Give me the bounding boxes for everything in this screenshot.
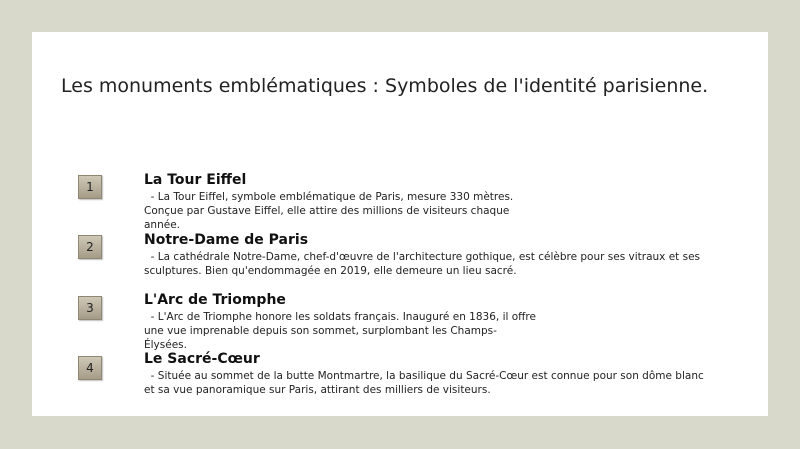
item-description [144, 250, 700, 278]
item-description [144, 190, 513, 232]
item-heading: La Tour Eiffel [144, 172, 247, 188]
number-badge: 3 [78, 296, 102, 320]
description-line: - L'Arc de Triomphe honore les soldats français. Inauguré en 1836, il offre [144, 311, 536, 323]
description-line: - Située au sommet de la butte Montmartre, la basilique du Sacré-Cœur est connue pour son dôme blanc [144, 370, 704, 382]
description-line: Conçue par Gustave Eiffel, elle attire des millions de visiteurs chaque [144, 205, 510, 217]
item-description [144, 310, 536, 352]
item-heading: Notre-Dame de Paris [144, 232, 309, 248]
number-badge: 2 [78, 235, 102, 259]
item-description [144, 369, 704, 397]
item-heading: L'Arc de Triomphe [144, 292, 286, 308]
description-line: sculptures. Bien qu'endommagée en 2019, elle demeure un lieu sacré. [144, 265, 517, 277]
description-line: une vue imprenable depuis son sommet, surplombant les Champs- [144, 325, 497, 337]
number-badge: 1 [78, 175, 102, 199]
description-line: Élysées. [144, 339, 187, 351]
item-heading: Le Sacré-Cœur [144, 351, 260, 367]
description-line: année. [144, 219, 181, 231]
description-line: - La cathédrale Notre-Dame, chef-d'œuvre de l'architecture gothique, est célèbre pour ses vitraux et ses [144, 251, 701, 263]
slide [32, 32, 768, 416]
description-line: et sa vue panoramique sur Paris, attirant des milliers de visiteurs. [144, 384, 491, 396]
slide-title: Les monuments emblématiques : Symboles de l'identité parisienne. [61, 75, 709, 97]
number-badge: 4 [78, 356, 102, 380]
description-line: - La Tour Eiffel, symbole emblématique de Paris, mesure 330 mètres. [144, 191, 514, 203]
